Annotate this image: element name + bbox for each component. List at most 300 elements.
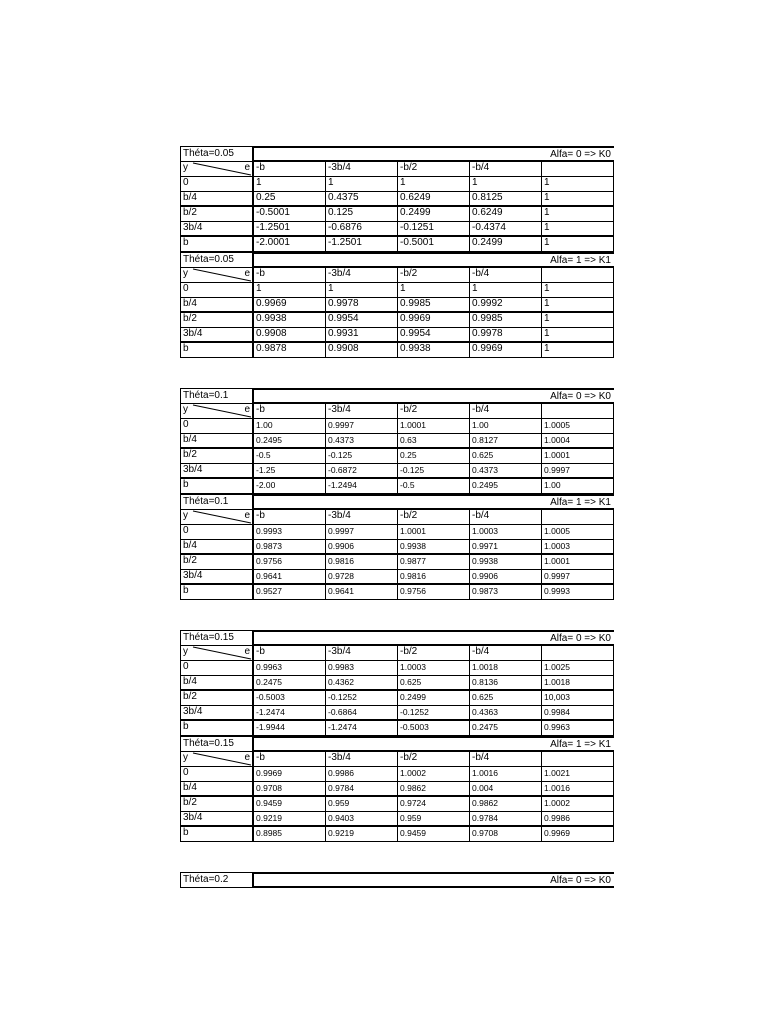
- column-header[interactable]: -b: [254, 404, 326, 419]
- row-label[interactable]: 3b/4: [180, 328, 254, 343]
- value-cell[interactable]: 1: [326, 177, 398, 192]
- column-header[interactable]: -b/2: [398, 646, 470, 661]
- column-header[interactable]: -b/4: [470, 510, 542, 525]
- value-cell[interactable]: 1.0003: [398, 661, 470, 676]
- alfa-label[interactable]: Alfa= 1 => K1: [254, 252, 614, 268]
- value-cell[interactable]: 0.2475: [254, 676, 326, 691]
- column-header[interactable]: -b: [254, 162, 326, 177]
- theta-label[interactable]: Théta=0.1: [180, 494, 254, 510]
- value-cell[interactable]: 1: [542, 222, 614, 237]
- value-cell[interactable]: -0.5: [254, 449, 326, 464]
- value-cell[interactable]: 0.9954: [398, 328, 470, 343]
- column-header[interactable]: -3b/4: [326, 162, 398, 177]
- value-cell[interactable]: 1: [542, 313, 614, 328]
- data-table: [180, 388, 614, 494]
- table-row: [180, 676, 614, 691]
- value-cell[interactable]: 0.9527: [254, 585, 326, 600]
- value-cell[interactable]: -0.5001: [254, 207, 326, 222]
- value-cell[interactable]: 0.9971: [470, 540, 542, 555]
- value-cell[interactable]: 0.9978: [326, 298, 398, 313]
- value-cell[interactable]: 0.625: [398, 676, 470, 691]
- value-cell[interactable]: 0.9877: [398, 555, 470, 570]
- row-label[interactable]: 0: [180, 177, 254, 192]
- value-cell[interactable]: 0.4373: [326, 434, 398, 449]
- value-cell[interactable]: -1.2474: [326, 721, 398, 736]
- value-cell[interactable]: 0.6249: [398, 192, 470, 207]
- alfa-label[interactable]: Alfa= 0 => K0: [254, 872, 614, 888]
- value-cell[interactable]: 1.0002: [398, 767, 470, 782]
- column-header[interactable]: -b/4: [470, 268, 542, 283]
- value-cell[interactable]: 0.9986: [542, 812, 614, 827]
- value-cell[interactable]: -0.6872: [326, 464, 398, 479]
- data-table: [180, 630, 614, 736]
- table-title-row: [180, 252, 614, 268]
- value-cell[interactable]: 0.9403: [326, 812, 398, 827]
- value-cell[interactable]: 0.9708: [254, 782, 326, 797]
- value-cell[interactable]: 0.9873: [254, 540, 326, 555]
- value-cell[interactable]: -0.6876: [326, 222, 398, 237]
- column-header[interactable]: -b/2: [398, 162, 470, 177]
- value-cell[interactable]: 0.9641: [254, 570, 326, 585]
- row-label[interactable]: 3b/4: [180, 222, 254, 237]
- value-cell[interactable]: 1: [542, 283, 614, 298]
- value-cell[interactable]: 0.9816: [326, 555, 398, 570]
- value-cell[interactable]: 1.00: [542, 479, 614, 494]
- row-label[interactable]: b/2: [180, 797, 254, 812]
- table-title-row: [180, 494, 614, 510]
- value-cell[interactable]: 1.0016: [470, 767, 542, 782]
- table-title-row: [180, 736, 614, 752]
- value-cell[interactable]: 0.959: [326, 797, 398, 812]
- value-cell[interactable]: 1.00: [254, 419, 326, 434]
- value-cell[interactable]: -0.5001: [398, 237, 470, 252]
- spreadsheet: [180, 146, 614, 918]
- table-row: [180, 691, 614, 706]
- value-cell[interactable]: -0.1252: [326, 691, 398, 706]
- value-cell[interactable]: 0.9873: [470, 585, 542, 600]
- value-cell[interactable]: 0.2499: [470, 237, 542, 252]
- column-header[interactable]: -b/2: [398, 752, 470, 767]
- value-cell[interactable]: 0.9963: [542, 721, 614, 736]
- column-header[interactable]: [542, 268, 614, 283]
- value-cell[interactable]: 0.9978: [470, 328, 542, 343]
- row-label[interactable]: 0: [180, 767, 254, 782]
- value-cell[interactable]: -0.6864: [326, 706, 398, 721]
- value-cell[interactable]: 0.9459: [254, 797, 326, 812]
- value-cell[interactable]: 0.6249: [470, 207, 542, 222]
- value-cell[interactable]: 1.0003: [542, 540, 614, 555]
- header-e-label: e: [244, 162, 250, 173]
- header-y-label: y: [183, 646, 188, 657]
- value-cell[interactable]: 0.9784: [470, 812, 542, 827]
- value-cell[interactable]: 0.9908: [254, 328, 326, 343]
- value-cell[interactable]: 0.625: [470, 691, 542, 706]
- value-cell[interactable]: 1.0001: [542, 449, 614, 464]
- value-cell[interactable]: 0.9756: [254, 555, 326, 570]
- value-cell[interactable]: 0.9756: [398, 585, 470, 600]
- theta-label[interactable]: Théta=0.15: [180, 736, 254, 752]
- table-row: [180, 767, 614, 782]
- diagonal-divider: [181, 268, 253, 282]
- table-row: [180, 222, 614, 237]
- header-row: [180, 510, 614, 525]
- table-row: [180, 298, 614, 313]
- value-cell[interactable]: 0.9906: [470, 570, 542, 585]
- value-cell[interactable]: 1.0001: [398, 419, 470, 434]
- header-e-label: e: [244, 752, 250, 763]
- value-cell[interactable]: 0.8125: [470, 192, 542, 207]
- value-cell[interactable]: 0.9816: [398, 570, 470, 585]
- value-cell[interactable]: 0.8136: [470, 676, 542, 691]
- value-cell[interactable]: 1.00: [470, 419, 542, 434]
- value-cell[interactable]: 0.9938: [398, 540, 470, 555]
- value-cell[interactable]: 1: [470, 283, 542, 298]
- corner-cell[interactable]: [180, 646, 254, 661]
- value-cell[interactable]: 1: [254, 283, 326, 298]
- diagonal-divider: [181, 646, 253, 660]
- table-row: [180, 540, 614, 555]
- row-label[interactable]: b: [180, 827, 254, 842]
- row-label[interactable]: b/2: [180, 449, 254, 464]
- value-cell[interactable]: 0.4373: [470, 464, 542, 479]
- table-row: [180, 207, 614, 222]
- value-cell[interactable]: 0.9219: [326, 827, 398, 842]
- value-cell[interactable]: 0.9219: [254, 812, 326, 827]
- column-header[interactable]: [542, 404, 614, 419]
- column-header[interactable]: -3b/4: [326, 510, 398, 525]
- column-header[interactable]: -3b/4: [326, 752, 398, 767]
- column-header[interactable]: -b: [254, 268, 326, 283]
- column-header[interactable]: -b: [254, 646, 326, 661]
- row-label[interactable]: b/4: [180, 782, 254, 797]
- value-cell[interactable]: 1: [542, 177, 614, 192]
- header-row: [180, 162, 614, 177]
- table-row: [180, 464, 614, 479]
- table-row: [180, 570, 614, 585]
- table-group: [180, 630, 614, 842]
- row-label[interactable]: 3b/4: [180, 570, 254, 585]
- header-y-label: y: [183, 162, 188, 173]
- row-label[interactable]: b: [180, 237, 254, 252]
- row-label[interactable]: b/2: [180, 691, 254, 706]
- data-table: [180, 872, 614, 888]
- value-cell[interactable]: 10,003: [542, 691, 614, 706]
- value-cell[interactable]: 1: [254, 177, 326, 192]
- value-cell[interactable]: 0.125: [326, 207, 398, 222]
- theta-label[interactable]: Théta=0.15: [180, 630, 254, 646]
- value-cell[interactable]: 0.9997: [542, 570, 614, 585]
- table-title-row: [180, 146, 614, 162]
- value-cell[interactable]: -1.2474: [254, 706, 326, 721]
- value-cell[interactable]: 1.0003: [470, 525, 542, 540]
- row-label[interactable]: 0: [180, 661, 254, 676]
- corner-cell[interactable]: [180, 510, 254, 525]
- table-row: [180, 237, 614, 252]
- table-row: [180, 283, 614, 298]
- column-header[interactable]: [542, 646, 614, 661]
- value-cell[interactable]: 0.9728: [326, 570, 398, 585]
- value-cell[interactable]: 0.4375: [326, 192, 398, 207]
- value-cell[interactable]: 1.0018: [542, 676, 614, 691]
- column-header[interactable]: -b: [254, 510, 326, 525]
- table-title-row: [180, 388, 614, 404]
- value-cell[interactable]: 1.0001: [398, 525, 470, 540]
- value-cell[interactable]: 0.9954: [326, 313, 398, 328]
- value-cell[interactable]: 1.0005: [542, 525, 614, 540]
- header-y-label: y: [183, 752, 188, 763]
- value-cell[interactable]: 0.625: [470, 449, 542, 464]
- value-cell[interactable]: 0.9997: [326, 525, 398, 540]
- value-cell[interactable]: -0.5003: [254, 691, 326, 706]
- value-cell[interactable]: 0.9938: [398, 343, 470, 358]
- row-label[interactable]: b/2: [180, 555, 254, 570]
- value-cell[interactable]: 1: [542, 237, 614, 252]
- table-group: [180, 388, 614, 600]
- value-cell[interactable]: 1.0018: [470, 661, 542, 676]
- table-row: [180, 782, 614, 797]
- value-cell[interactable]: 0.2499: [398, 207, 470, 222]
- value-cell[interactable]: 0.9969: [254, 767, 326, 782]
- row-label[interactable]: b: [180, 585, 254, 600]
- value-cell[interactable]: 0.9724: [398, 797, 470, 812]
- corner-cell[interactable]: [180, 752, 254, 767]
- value-cell[interactable]: 0.9708: [470, 827, 542, 842]
- table-row: [180, 313, 614, 328]
- row-label[interactable]: b: [180, 343, 254, 358]
- header-e-label: e: [244, 646, 250, 657]
- header-e-label: e: [244, 268, 250, 279]
- value-cell[interactable]: 1: [326, 283, 398, 298]
- value-cell[interactable]: 1: [542, 207, 614, 222]
- value-cell[interactable]: 0.2495: [470, 479, 542, 494]
- column-header[interactable]: -b: [254, 752, 326, 767]
- value-cell[interactable]: -0.125: [326, 449, 398, 464]
- value-cell[interactable]: 0.9985: [398, 298, 470, 313]
- value-cell[interactable]: 0.9997: [326, 419, 398, 434]
- table-row: [180, 525, 614, 540]
- table-row: [180, 449, 614, 464]
- row-label[interactable]: 0: [180, 283, 254, 298]
- table-row: [180, 343, 614, 358]
- data-table: [180, 736, 614, 842]
- value-cell[interactable]: 0.9986: [326, 767, 398, 782]
- value-cell[interactable]: 1.0025: [542, 661, 614, 676]
- value-cell[interactable]: 0.9969: [470, 343, 542, 358]
- row-label[interactable]: b: [180, 721, 254, 736]
- column-header[interactable]: -b/4: [470, 162, 542, 177]
- table-row: [180, 706, 614, 721]
- value-cell[interactable]: -0.5003: [398, 721, 470, 736]
- diagonal-divider: [181, 752, 253, 766]
- value-cell[interactable]: 1: [398, 283, 470, 298]
- column-header[interactable]: -b/2: [398, 510, 470, 525]
- value-cell[interactable]: 1.0001: [542, 555, 614, 570]
- value-cell[interactable]: -1.9944: [254, 721, 326, 736]
- column-header[interactable]: -3b/4: [326, 404, 398, 419]
- value-cell[interactable]: -0.1251: [398, 222, 470, 237]
- value-cell[interactable]: 0.9983: [326, 661, 398, 676]
- value-cell[interactable]: 1.0002: [542, 797, 614, 812]
- value-cell[interactable]: -2.0001: [254, 237, 326, 252]
- table-row: [180, 585, 614, 600]
- column-header[interactable]: -b/4: [470, 404, 542, 419]
- value-cell[interactable]: 1: [542, 328, 614, 343]
- value-cell[interactable]: 0.9906: [326, 540, 398, 555]
- column-header[interactable]: -3b/4: [326, 646, 398, 661]
- value-cell[interactable]: -0.125: [398, 464, 470, 479]
- alfa-label[interactable]: Alfa= 0 => K0: [254, 630, 614, 646]
- value-cell[interactable]: 1: [470, 177, 542, 192]
- corner-cell[interactable]: [180, 404, 254, 419]
- header-y-label: y: [183, 268, 188, 279]
- column-header[interactable]: -3b/4: [326, 268, 398, 283]
- value-cell[interactable]: 0.9459: [398, 827, 470, 842]
- value-cell[interactable]: 0.9984: [542, 706, 614, 721]
- value-cell[interactable]: 1.0016: [542, 782, 614, 797]
- value-cell[interactable]: 0.9992: [470, 298, 542, 313]
- diagonal-divider: [181, 404, 253, 418]
- value-cell[interactable]: 0.004: [470, 782, 542, 797]
- diagonal-divider: [181, 162, 253, 176]
- value-cell[interactable]: -0.4374: [470, 222, 542, 237]
- header-row: [180, 268, 614, 283]
- data-table: [180, 146, 614, 252]
- value-cell[interactable]: 0.25: [398, 449, 470, 464]
- value-cell[interactable]: 0.9784: [326, 782, 398, 797]
- value-cell[interactable]: 0.9641: [326, 585, 398, 600]
- row-label[interactable]: 0: [180, 419, 254, 434]
- column-header[interactable]: [542, 510, 614, 525]
- value-cell[interactable]: 0.9963: [254, 661, 326, 676]
- value-cell[interactable]: 1: [542, 343, 614, 358]
- corner-cell[interactable]: [180, 268, 254, 283]
- table-row: [180, 797, 614, 812]
- value-cell[interactable]: 0.9938: [254, 313, 326, 328]
- value-cell[interactable]: 0.9862: [398, 782, 470, 797]
- value-cell[interactable]: -0.1252: [398, 706, 470, 721]
- column-header[interactable]: [542, 752, 614, 767]
- theta-label[interactable]: Théta=0.1: [180, 388, 254, 404]
- corner-cell[interactable]: [180, 162, 254, 177]
- value-cell[interactable]: -1.2501: [326, 237, 398, 252]
- value-cell[interactable]: 0.2495: [254, 434, 326, 449]
- value-cell[interactable]: 1.0021: [542, 767, 614, 782]
- row-label[interactable]: b/4: [180, 676, 254, 691]
- row-label[interactable]: 3b/4: [180, 812, 254, 827]
- value-cell[interactable]: -1.2494: [326, 479, 398, 494]
- row-label[interactable]: 0: [180, 525, 254, 540]
- column-header[interactable]: -b/4: [470, 752, 542, 767]
- row-label[interactable]: b/4: [180, 298, 254, 313]
- theta-label[interactable]: Théta=0.2: [180, 872, 254, 888]
- alfa-label[interactable]: Alfa= 1 => K1: [254, 736, 614, 752]
- data-table: [180, 252, 614, 358]
- value-cell[interactable]: 0.25: [254, 192, 326, 207]
- column-header[interactable]: -b/2: [398, 268, 470, 283]
- value-cell[interactable]: 1: [542, 192, 614, 207]
- table-group: [180, 872, 614, 888]
- table-row: [180, 434, 614, 449]
- column-header[interactable]: [542, 162, 614, 177]
- value-cell[interactable]: 0.959: [398, 812, 470, 827]
- value-cell[interactable]: 1: [542, 298, 614, 313]
- value-cell[interactable]: 1.0005: [542, 419, 614, 434]
- header-row: [180, 752, 614, 767]
- row-label[interactable]: b/4: [180, 434, 254, 449]
- table-row: [180, 192, 614, 207]
- row-label[interactable]: b/2: [180, 207, 254, 222]
- column-header[interactable]: -b/2: [398, 404, 470, 419]
- value-cell[interactable]: 0.9969: [542, 827, 614, 842]
- table-row: [180, 721, 614, 736]
- table-row: [180, 479, 614, 494]
- value-cell[interactable]: -1.2501: [254, 222, 326, 237]
- column-header[interactable]: -b/4: [470, 646, 542, 661]
- value-cell[interactable]: 0.9862: [470, 797, 542, 812]
- alfa-label[interactable]: Alfa= 0 => K0: [254, 388, 614, 404]
- data-table: [180, 494, 614, 600]
- value-cell[interactable]: 1.0004: [542, 434, 614, 449]
- theta-label[interactable]: Théta=0.05: [180, 252, 254, 268]
- table-title-row: [180, 630, 614, 646]
- value-cell[interactable]: 0.9969: [254, 298, 326, 313]
- table-row: [180, 177, 614, 192]
- table-row: [180, 328, 614, 343]
- alfa-label[interactable]: Alfa= 1 => K1: [254, 494, 614, 510]
- value-cell[interactable]: 1: [398, 177, 470, 192]
- value-cell[interactable]: -0.5: [398, 479, 470, 494]
- table-row: [180, 827, 614, 842]
- value-cell[interactable]: 0.9931: [326, 328, 398, 343]
- value-cell[interactable]: 0.63: [398, 434, 470, 449]
- value-cell[interactable]: 0.2475: [470, 721, 542, 736]
- value-cell[interactable]: 0.9878: [254, 343, 326, 358]
- value-cell[interactable]: 0.9908: [326, 343, 398, 358]
- value-cell[interactable]: 0.9997: [542, 464, 614, 479]
- header-y-label: y: [183, 510, 188, 521]
- header-e-label: e: [244, 510, 250, 521]
- row-label[interactable]: b: [180, 479, 254, 494]
- header-y-label: y: [183, 404, 188, 415]
- value-cell[interactable]: 0.9985: [470, 313, 542, 328]
- table-row: [180, 661, 614, 676]
- value-cell[interactable]: 0.4363: [470, 706, 542, 721]
- value-cell[interactable]: 0.9938: [470, 555, 542, 570]
- row-label[interactable]: b/2: [180, 313, 254, 328]
- value-cell[interactable]: -2.00: [254, 479, 326, 494]
- value-cell[interactable]: 0.4362: [326, 676, 398, 691]
- value-cell[interactable]: 0.9969: [398, 313, 470, 328]
- row-label[interactable]: 3b/4: [180, 706, 254, 721]
- diagonal-divider: [181, 510, 253, 524]
- alfa-label[interactable]: Alfa= 0 => K0: [254, 146, 614, 162]
- value-cell[interactable]: 0.2499: [398, 691, 470, 706]
- value-cell[interactable]: 0.9993: [542, 585, 614, 600]
- value-cell[interactable]: 0.8985: [254, 827, 326, 842]
- table-row: [180, 812, 614, 827]
- header-row: [180, 646, 614, 661]
- table-row: [180, 555, 614, 570]
- value-cell[interactable]: 0.9993: [254, 525, 326, 540]
- row-label[interactable]: 3b/4: [180, 464, 254, 479]
- theta-label[interactable]: Théta=0.05: [180, 146, 254, 162]
- value-cell[interactable]: -1.25: [254, 464, 326, 479]
- value-cell[interactable]: 0.8127: [470, 434, 542, 449]
- table-group: [180, 146, 614, 358]
- row-label[interactable]: b/4: [180, 540, 254, 555]
- row-label[interactable]: b/4: [180, 192, 254, 207]
- header-e-label: e: [244, 404, 250, 415]
